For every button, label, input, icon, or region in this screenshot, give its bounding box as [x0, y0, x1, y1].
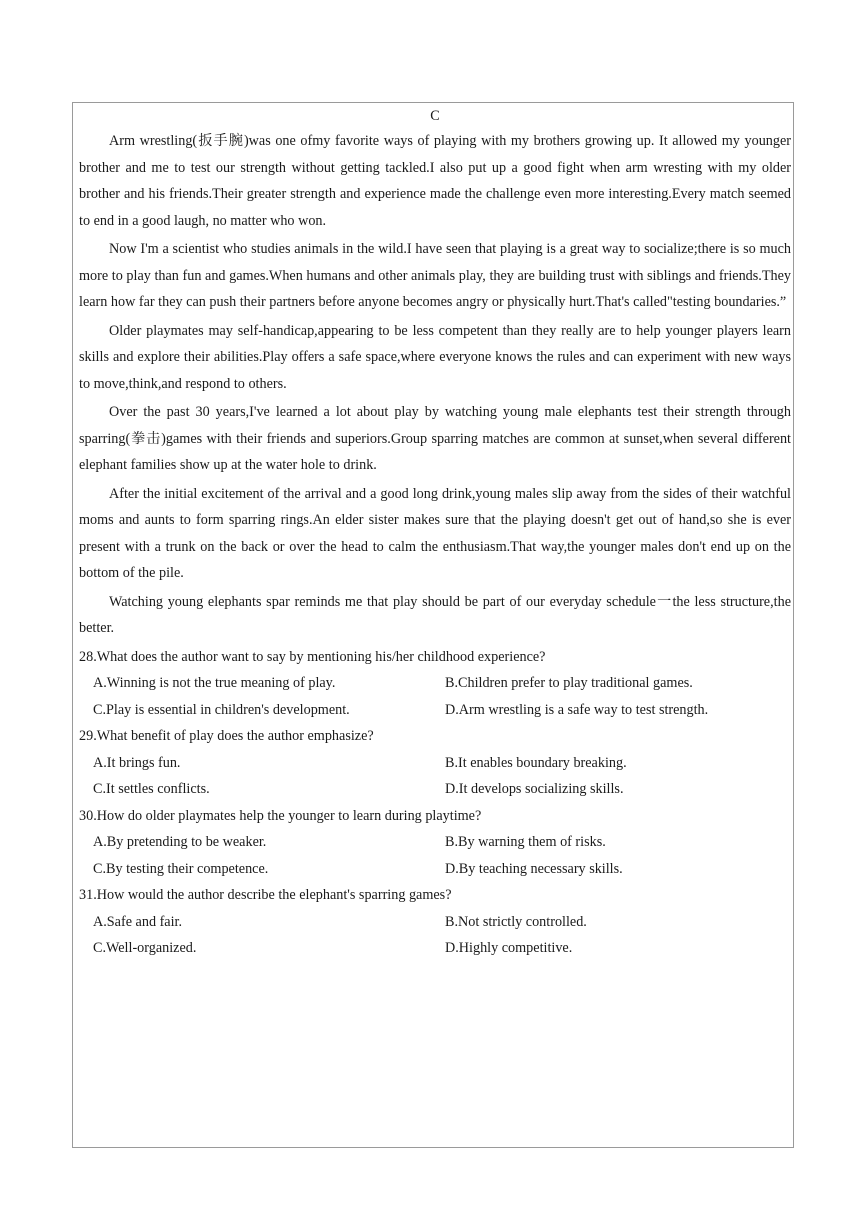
question-28	[79, 644, 791, 724]
option-b: B.Not strictly controlled.	[445, 913, 587, 930]
section-label: C	[430, 108, 440, 124]
paragraph: After the initial excitement of the arrival and a good long drink,young males slip away from the sides of their watchful moms and aunts to form sparring rings.An elder sister makes sure that the playing doesn't get out of hand,so she is ever present with a trunk on the back or over the head to calm the enthusiasm.That way,the younger males don't end up on the bottom of the pile.	[79, 485, 791, 581]
option-grid	[93, 750, 791, 803]
option-c: C.Well-organized.	[93, 940, 197, 956]
option-a: A.By pretending to be weaker.	[93, 834, 267, 850]
option-grid	[93, 670, 791, 723]
option-c: C.By testing their competence.	[93, 860, 269, 877]
option-d: D.By teaching necessary skills.	[445, 860, 623, 877]
option-d: D.Arm wrestling is a safe way to test strength.	[445, 701, 709, 718]
option-grid	[93, 829, 791, 882]
question-30	[79, 803, 791, 883]
question-stem: 28.What does the author want to say by mentioning his/her childhood experience?	[79, 648, 546, 665]
paragraph: Arm wrestling(扳手腕)was one ofmy favorite ways of playing with my brothers growing up. It allowed my younger brother and me to test our strength without getting tackled.I also put up a good fight when arm wresting with my older brother and his friends.Their greater strength and experience made the challenge even more interesting.Every match seemed to end in a good laugh, no matter who won.	[79, 133, 791, 229]
paragraph: Over the past 30 years,I've learned a lot about play by watching young male elephants test their strength through sparring(拳击)games with their friends and superiors.Group sparring matches are common at sunset,when several different elephant families show up at the water hole to drink.	[79, 404, 791, 473]
option-a: A.It brings fun.	[93, 754, 181, 771]
paragraph: Watching young elephants spar reminds me that play should be part of our everyday schedule一the less structure,the better.	[79, 593, 791, 636]
option-b: B.Children prefer to play traditional games.	[445, 675, 693, 691]
question-31	[79, 882, 791, 962]
option-b: B.By warning them of risks.	[445, 834, 606, 850]
paragraph: Now I'm a scientist who studies animals in the wild.I have seen that playing is a great way to socialize;there is so much more to play than fun and games.When humans and other animals play, they are building trust with siblings and friends.They learn how far they can push their partners before anyone becomes angry or physically hurt.That's called"testing boundaries.”	[79, 241, 791, 310]
question-stem: 30.How do older playmates help the younger to learn during playtime?	[79, 807, 482, 824]
option-c: C.Play is essential in children's development.	[93, 701, 350, 718]
option-c: C.It settles conflicts.	[93, 781, 210, 797]
option-grid	[93, 909, 791, 962]
question-stem: 31.How would the author describe the elephant's sparring games?	[79, 887, 452, 903]
paragraph: Older playmates may self-handicap,appearing to be less competent than they really are to help younger players learn skills and explore their abilities.Play offers a safe space,where everyone knows the rules and can experiment with new ways to move,think,and respond to others.	[79, 322, 791, 392]
option-d: D.Highly competitive.	[445, 940, 573, 956]
question-29	[79, 723, 791, 803]
option-b: B.It enables boundary breaking.	[445, 754, 627, 771]
option-d: D.It develops socializing skills.	[445, 781, 624, 797]
option-a: A.Winning is not the true meaning of play.	[93, 675, 336, 691]
option-a: A.Safe and fair.	[93, 913, 183, 930]
reading-passage	[79, 104, 791, 962]
question-stem: 29.What benefit of play does the author emphasize?	[79, 728, 374, 744]
